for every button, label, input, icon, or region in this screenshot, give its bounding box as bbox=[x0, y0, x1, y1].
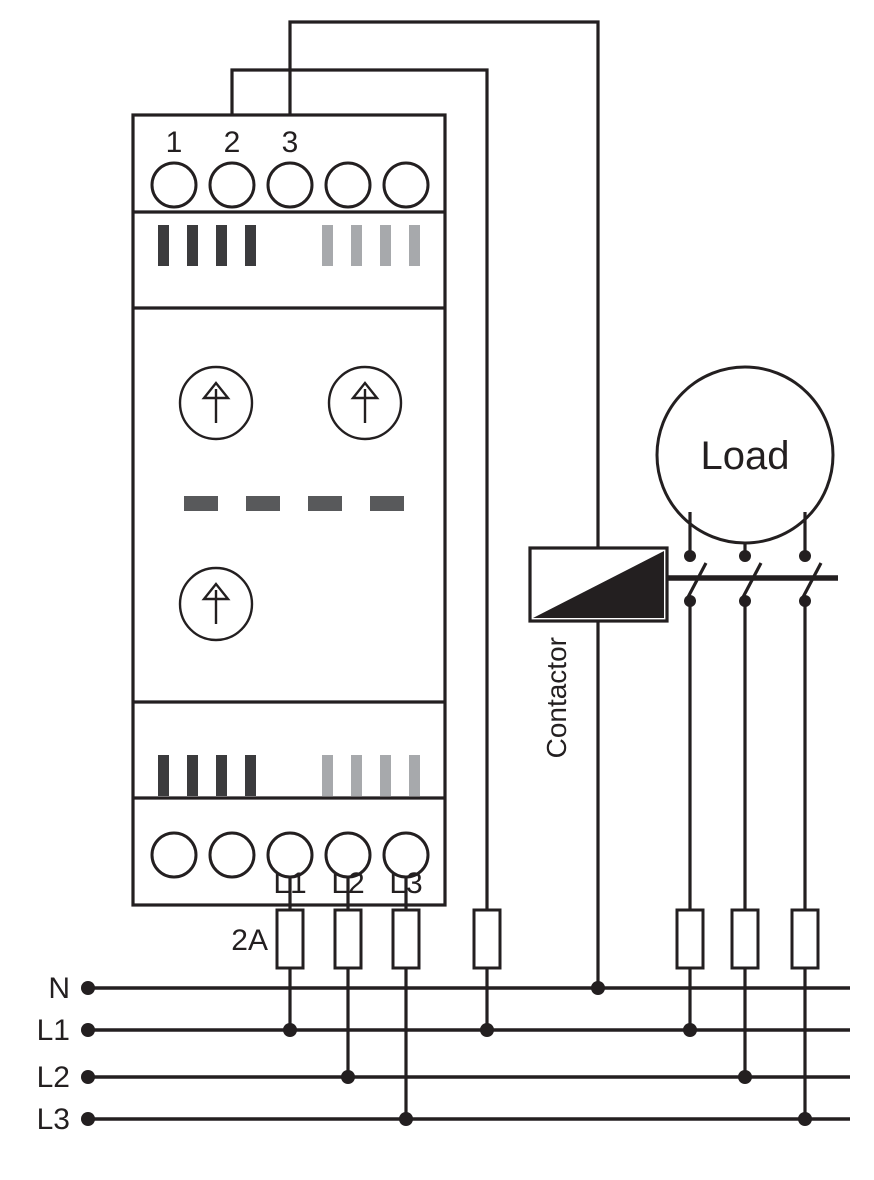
pin-light-6 bbox=[351, 755, 362, 796]
pin-light-2 bbox=[351, 225, 362, 266]
pin-dark-7 bbox=[216, 755, 227, 796]
fuse-control bbox=[474, 910, 500, 968]
dash-segment-4 bbox=[370, 496, 404, 511]
contactor-contacts bbox=[667, 512, 838, 910]
pin-dark-6 bbox=[187, 755, 198, 796]
fuse-load-3 bbox=[792, 910, 818, 968]
pin-light-8 bbox=[409, 755, 420, 796]
fuse-to-bus bbox=[290, 968, 805, 1119]
bus-origin-node-n bbox=[81, 981, 95, 995]
pin-light-5 bbox=[322, 755, 333, 796]
top-terminal-3 bbox=[268, 163, 312, 207]
contact-blade-3 bbox=[801, 563, 821, 601]
fuse-l3 bbox=[393, 910, 419, 968]
pin-dark-5 bbox=[158, 755, 169, 796]
junction-l2-load bbox=[738, 1070, 752, 1084]
bus-label-l3: L3 bbox=[36, 1103, 70, 1136]
pin-dark-2 bbox=[187, 225, 198, 266]
pin-dark-4 bbox=[245, 225, 256, 266]
pin-dark-8 bbox=[245, 755, 256, 796]
terminal-label-l2: L2 bbox=[331, 867, 365, 900]
terminal-label-l3: L3 bbox=[389, 867, 423, 900]
pin-light-4 bbox=[409, 225, 420, 266]
junction-l3-device bbox=[399, 1112, 413, 1126]
bottom-terminal-1 bbox=[152, 833, 196, 877]
fuse-load-1 bbox=[677, 910, 703, 968]
terminal-label-1: 1 bbox=[165, 126, 183, 159]
junction-l2-device bbox=[341, 1070, 355, 1084]
bus-origin-node-l2 bbox=[81, 1070, 95, 1084]
pin-dark-1 bbox=[158, 225, 169, 266]
junction-l1-control bbox=[480, 1023, 494, 1037]
terminal-label-3: 3 bbox=[281, 126, 299, 159]
bus-bars bbox=[37, 972, 850, 1136]
arrow-indicator-top-right bbox=[329, 367, 401, 439]
arrow-indicator-top-left bbox=[180, 367, 252, 439]
junction-l3-load bbox=[798, 1112, 812, 1126]
load-label: Load bbox=[700, 434, 790, 478]
pin-light-3 bbox=[380, 225, 391, 266]
junction-l1-load bbox=[683, 1023, 697, 1037]
fuse-l1 bbox=[277, 910, 303, 968]
contactor-label: Contactor bbox=[541, 637, 572, 759]
bus-label-l2: L2 bbox=[36, 1061, 70, 1094]
fuse-load-2 bbox=[732, 910, 758, 968]
top-terminal-1 bbox=[152, 163, 196, 207]
top-terminal-5 bbox=[384, 163, 428, 207]
dash-segment-2 bbox=[246, 496, 280, 511]
terminal-label-l1: L1 bbox=[273, 867, 307, 900]
contact-blade-1 bbox=[686, 563, 706, 601]
pin-dark-3 bbox=[216, 225, 227, 266]
terminal-label-2: 2 bbox=[223, 126, 241, 159]
junction-n-control bbox=[591, 981, 605, 995]
dash-segment-3 bbox=[308, 496, 342, 511]
fuse-l2 bbox=[335, 910, 361, 968]
relay-device bbox=[133, 115, 445, 905]
bus-label-n: N bbox=[48, 972, 70, 1005]
bus-label-l1: L1 bbox=[36, 1014, 70, 1047]
bus-origin-node-l3 bbox=[81, 1112, 95, 1126]
arrow-indicator-bottom-left bbox=[180, 568, 252, 640]
fuse-row bbox=[231, 910, 818, 968]
contact-blade-2 bbox=[741, 563, 761, 601]
top-terminal-2 bbox=[210, 163, 254, 207]
bottom-terminal-2 bbox=[210, 833, 254, 877]
pin-light-7 bbox=[380, 755, 391, 796]
junction-l1-device bbox=[283, 1023, 297, 1037]
top-terminal-4 bbox=[326, 163, 370, 207]
fuse-rating-label: 2A bbox=[231, 924, 268, 957]
dash-segment-1 bbox=[184, 496, 218, 511]
pin-light-1 bbox=[322, 225, 333, 266]
bus-origin-node-l1 bbox=[81, 1023, 95, 1037]
